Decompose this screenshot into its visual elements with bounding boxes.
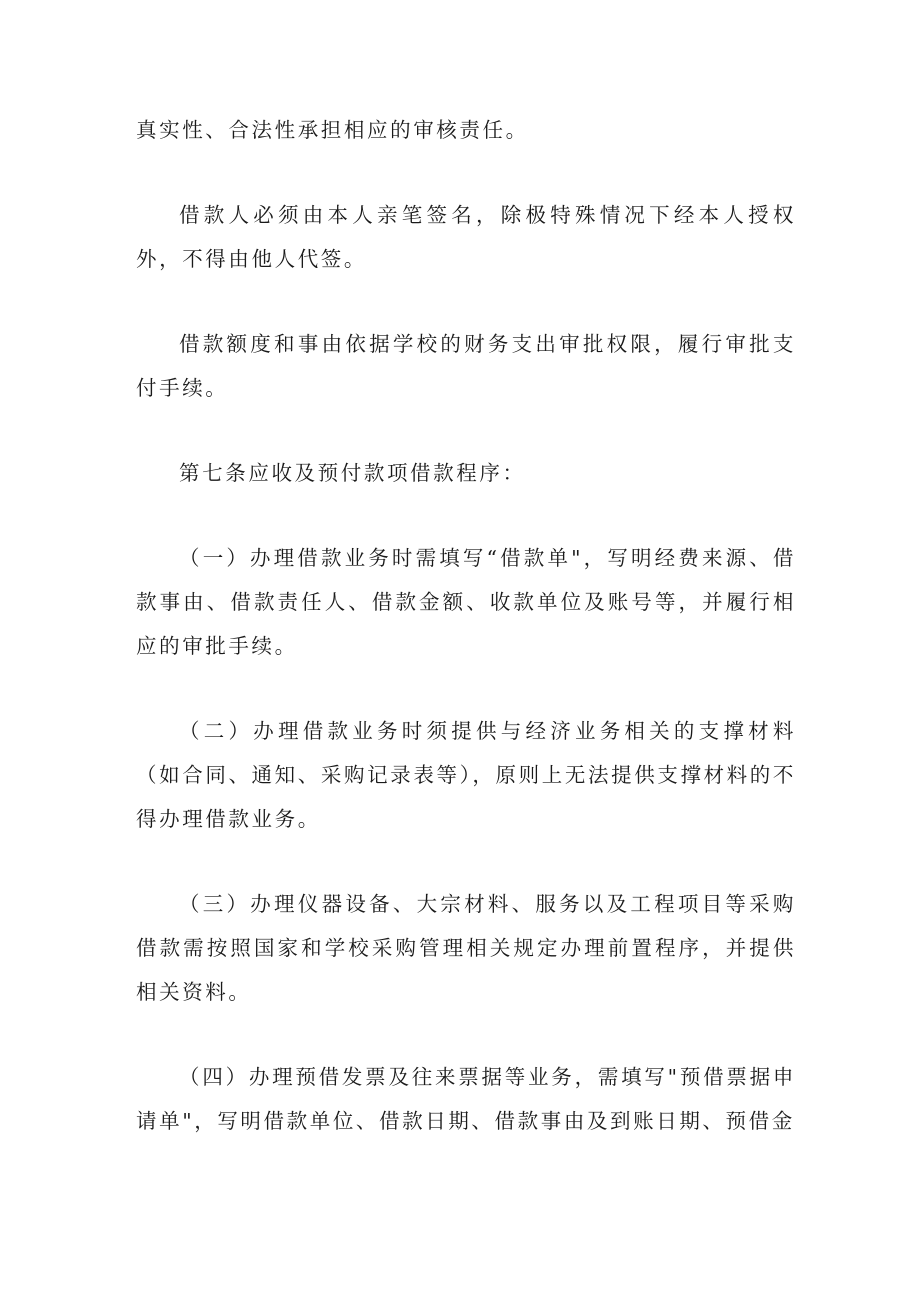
paragraph-loan-limit: 借款额度和事由依据学校的财务支出审批权限，履行审批支付手续。 <box>136 332 796 400</box>
article-seven-heading: 第七条应收及预付款项借款程序： <box>179 461 526 485</box>
document-body <box>136 108 796 1143</box>
paragraph-borrower-signature: 借款人必须由本人亲笔签名，除极特殊情况下经本人授权外，不得由他人代签。 <box>136 203 796 271</box>
paragraph-review-responsibility: 真实性、合法性承担相应的审核责任。 <box>136 118 529 142</box>
clause-two: （二）办理借款业务时须提供与经济业务相关的支撑材料（如合同、通知、采购记录表等），原则上无法提供支撑材料的不得办理借款业务。 <box>136 719 796 831</box>
clause-one: （一）办理借款业务时需填写“借款单"，写明经费来源、借款事由、借款责任人、借款金额、收款单位及账号等，并履行相应的审批手续。 <box>136 546 796 658</box>
clause-three: （三）办理仪器设备、大宗材料、服务以及工程项目等采购借款需按照国家和学校采购管理相关规定办理前置程序，并提供相关资料。 <box>136 892 796 1004</box>
clause-four: （四）办理预借发票及往来票据等业务，需填写"预借票据申请单"，写明借款单位、借款日期、借款事由及到账日期、预借金 <box>136 1065 796 1133</box>
